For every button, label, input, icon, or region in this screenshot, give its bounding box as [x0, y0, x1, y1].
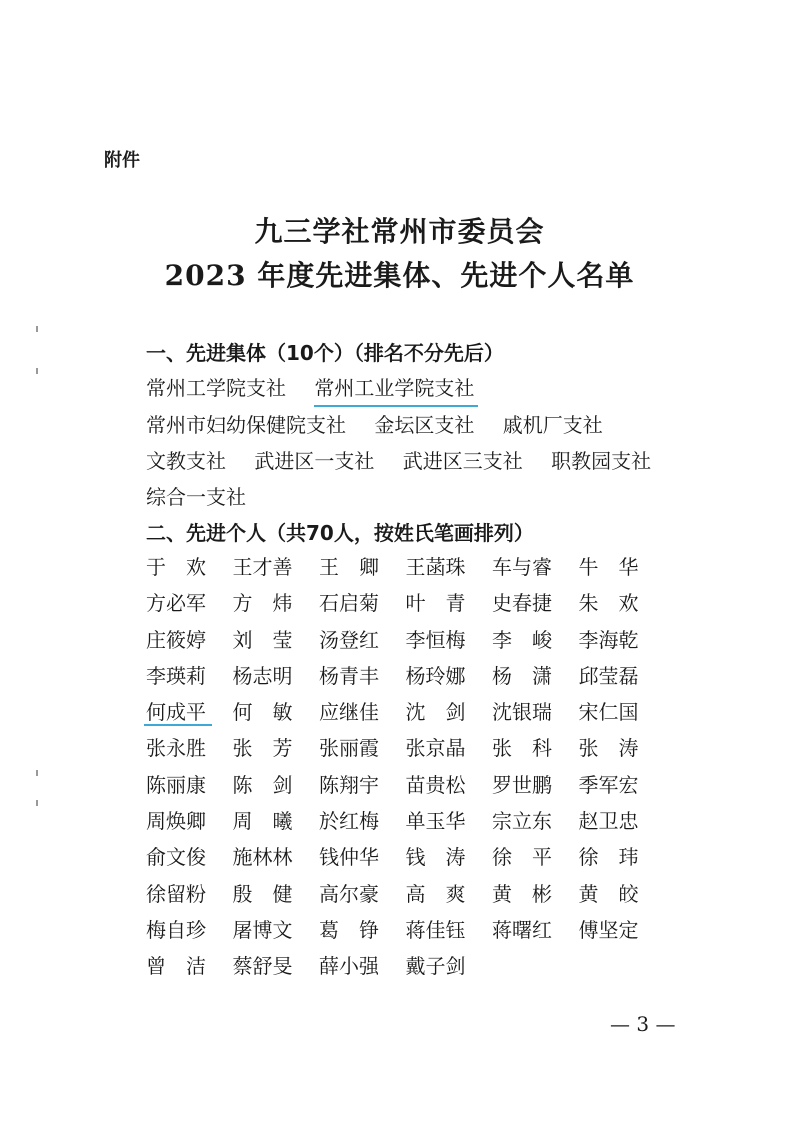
person-name: 张 芳	[232, 736, 293, 761]
person-name: 屠博文	[232, 917, 293, 942]
person-name: 方必军	[146, 591, 206, 616]
person-name: 曾 洁	[146, 954, 206, 979]
person-name: 于 欢	[146, 555, 206, 579]
person-name: 季军宏	[578, 772, 639, 797]
person-name: 叶 青	[405, 591, 466, 616]
person-name: 张丽霞	[319, 736, 379, 761]
name-row	[146, 805, 666, 841]
scan-mark	[36, 800, 38, 806]
page-number: — 3 —	[610, 1012, 676, 1036]
person-name: 单玉华	[405, 809, 466, 834]
person-name: 黄 皎	[578, 881, 639, 906]
name-row	[146, 696, 666, 732]
person-name: 沈 剑	[405, 700, 466, 725]
org-item: 文教支社	[146, 449, 226, 473]
person-name: 蒋曙红	[492, 917, 552, 942]
person-name: 汤登红	[319, 627, 379, 652]
name-row	[146, 660, 666, 696]
org-item: 武进区三支社	[402, 449, 523, 473]
person-name: 蒋佳钰	[405, 917, 466, 942]
person-name: 李 峻	[492, 627, 552, 652]
section1-heading: 一、先进集体（10个）（排名不分先后）	[146, 341, 504, 365]
org-item: 综合一支社	[146, 485, 246, 509]
person-name: 俞文俊	[146, 845, 206, 870]
org-item: 常州工学院支社	[146, 376, 286, 400]
scan-mark	[36, 770, 38, 776]
document-title-line1: 九三学社常州市委员会	[254, 215, 545, 248]
org-line-2	[146, 409, 625, 438]
person-name: 赵卫忠	[578, 809, 639, 834]
person-name: 何 敏	[232, 700, 293, 725]
person-name: 於红梅	[319, 809, 379, 834]
name-row	[146, 841, 666, 877]
name-row	[146, 587, 666, 623]
org-item: 戚机厂支社	[502, 413, 603, 437]
person-name: 方 炜	[232, 591, 293, 616]
person-name: 刘 莹	[232, 627, 293, 652]
person-name: 梅自珍	[146, 917, 206, 942]
name-row	[146, 950, 666, 986]
scan-mark	[36, 368, 38, 374]
person-name: 徐 玮	[578, 845, 639, 870]
person-name: 徐留粉	[146, 881, 206, 906]
org-line-4	[146, 481, 268, 510]
person-name: 高 爽	[405, 881, 466, 906]
person-name: 宗立东	[492, 809, 552, 834]
org-item: 常州工业学院支社	[314, 372, 474, 401]
person-name: 徐 平	[492, 845, 552, 870]
org-item: 金坛区支社	[374, 413, 475, 437]
org-item: 武进区一支社	[254, 449, 375, 473]
person-name: 张永胜	[146, 736, 206, 761]
name-row	[146, 732, 666, 768]
document-title-line2: 2023 年度先进集体、先进个人名单	[164, 259, 635, 292]
person-name: 李恒梅	[405, 627, 466, 652]
person-name: 车与睿	[492, 555, 552, 579]
section2-heading: 二、先进个人（共70人，按姓氏笔画排列）	[146, 521, 534, 545]
person-name: 张 科	[492, 736, 552, 761]
person-name: 何成平	[146, 696, 233, 732]
person-name: 施林林	[232, 845, 293, 870]
scan-mark	[36, 326, 38, 332]
person-name: 蔡舒旻	[232, 954, 293, 979]
person-name: 葛 铮	[319, 917, 379, 942]
name-row	[146, 878, 666, 914]
names-grid	[146, 551, 666, 987]
name-row	[146, 914, 666, 950]
person-name: 应继佳	[319, 700, 379, 725]
person-name: 朱 欢	[578, 591, 639, 616]
person-name: 牛 华	[578, 555, 639, 579]
person-name: 戴子剑	[405, 954, 466, 979]
name-row	[146, 551, 666, 587]
person-name: 钱仲华	[319, 845, 379, 870]
person-name: 史春捷	[492, 591, 552, 616]
person-name: 沈银瑞	[492, 700, 552, 725]
person-name: 陈翔宇	[319, 772, 379, 797]
org-line-3	[146, 445, 673, 474]
person-name: 罗世鹏	[492, 772, 552, 797]
person-name: 陈 剑	[232, 772, 293, 797]
org-item: 常州市妇幼保健院支社	[146, 413, 346, 437]
org-item: 职教园支社	[551, 449, 652, 473]
person-name: 宋仁国	[578, 700, 639, 725]
person-name: 周焕卿	[146, 809, 206, 834]
person-name: 张 涛	[578, 736, 639, 761]
person-name: 王菡珠	[405, 555, 466, 579]
person-name: 庄筱婷	[146, 627, 206, 652]
person-name: 石启菊	[319, 591, 379, 616]
person-name: 钱 涛	[405, 845, 466, 870]
person-name: 杨玲娜	[405, 663, 466, 688]
person-name: 张京晶	[405, 736, 466, 761]
attachment-label: 附件	[104, 150, 140, 171]
person-name: 陈丽康	[146, 772, 206, 797]
person-name: 李瑛莉	[146, 663, 206, 688]
person-name: 黄 彬	[492, 881, 552, 906]
person-name: 周 曦	[232, 809, 293, 834]
person-name: 苗贵松	[405, 772, 466, 797]
person-name: 王 卿	[319, 555, 379, 579]
person-name: 李海乾	[578, 627, 639, 652]
person-name: 高尔豪	[319, 881, 379, 906]
person-name: 王才善	[232, 555, 293, 579]
person-name: 邱莹磊	[578, 663, 639, 688]
name-row	[146, 769, 666, 805]
org-line-1	[146, 372, 496, 401]
name-row	[146, 624, 666, 660]
person-name: 傅坚定	[578, 917, 639, 942]
person-name: 杨 潇	[492, 663, 552, 688]
person-name: 薛小强	[319, 954, 379, 979]
person-name: 殷 健	[232, 881, 293, 906]
person-name: 杨志明	[232, 663, 293, 688]
person-name: 杨青丰	[319, 663, 379, 688]
